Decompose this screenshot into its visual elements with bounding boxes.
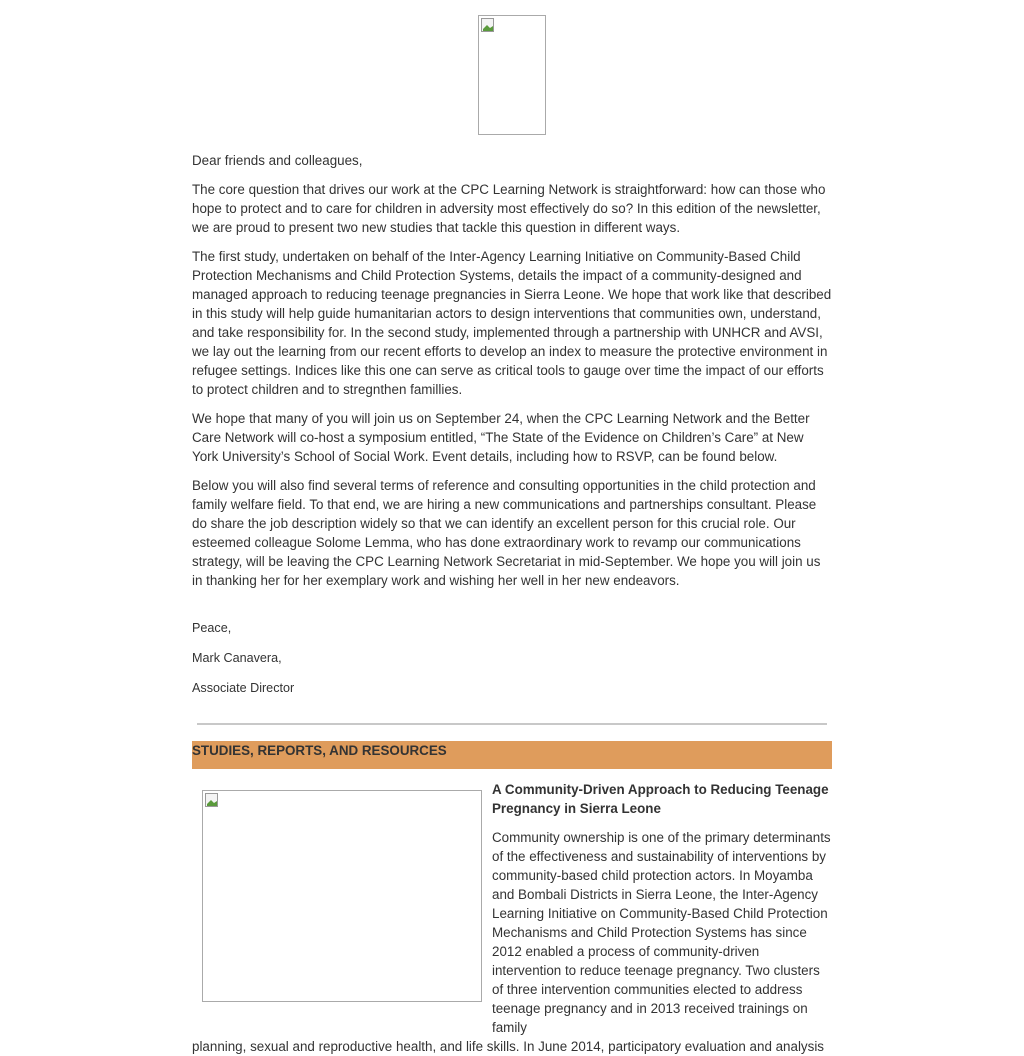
broken-image-icon bbox=[205, 793, 219, 807]
broken-image-icon bbox=[481, 18, 495, 32]
article-image-column bbox=[192, 780, 492, 1037]
closing: Peace, bbox=[192, 621, 232, 635]
letter-paragraph: The first study, undertaken on behalf of the Inter-Agency Learning Initiative on Community-Based Child Protection Mechanisms and Child Protection Systems, details the impact of a community-designed and managed approach to reducing teenage pregnancies in Sierra Leone. We hope that work like that described in this study will help guide humanitarian actors to design interventions that communities own, understand, and take responsibility for. In the second study, implemented through a partnership with UNHCR and AVSI, we lay out the learning from our recent efforts to develop an index to measure the protective environment in refugee settings. Indices like this one can serve as critical tools to gauge over time the impact of our efforts to protect children and to stregnthen famillies. bbox=[192, 249, 832, 397]
greeting: Dear friends and colleagues, bbox=[192, 153, 363, 168]
logo-image-placeholder bbox=[478, 15, 546, 135]
section-heading: STUDIES, REPORTS, AND RESOURCES bbox=[192, 743, 447, 758]
signer-name: Mark Canavera, bbox=[192, 651, 282, 665]
section-header bbox=[192, 741, 832, 769]
signer-title: Associate Director bbox=[192, 681, 295, 695]
article-image-placeholder bbox=[202, 790, 482, 1002]
letter-paragraph: We hope that many of you will join us on September 24, when the CPC Learning Network and the Better Care Network will co-host a symposium entitled, “The State of the Evidence on Children’s Care” at New York University’s School of Social Work. Event details, including how to RSVP, can be found below. bbox=[192, 411, 810, 464]
divider bbox=[197, 723, 827, 725]
newsletter bbox=[192, 0, 832, 1056]
letter-paragraph: The core question that drives our work at the CPC Learning Network is straightforward: how can those who hope to protect and to care for children in adversity most effectively do so? In this edition of the newsletter, we are proud to present two new studies that tackle this question in different ways. bbox=[192, 182, 826, 235]
letter-paragraph: Below you will also find several terms of reference and consulting opportunities in the child protection and family welfare field. To that end, we are hiring a new communications and partnerships consultant. Please do share the job description widely so that we can identify an excellent person for this crucial role. Our esteemed colleague Solome Lemma, who has done extraordinary work to revamp our communications strategy, will be leaving the CPC Learning Network Secretariat in mid-September. We hope you will join us in thanking her for her exemplary work and wishing her well in her new endeavors. bbox=[192, 478, 821, 588]
article-body: Community ownership is one of the primary determinants of the effectiveness and sustainability of interventions by community-based child protection actors. In Moyamba and Bombali Districts in Sierra Leone, the Inter-Agency Learning Initiative on Community-Based Child Protection Mechanisms and Child Protection Systems has since 2012 enabled a process of community-driven intervention to reduce teenage pregnancy. Two clusters of three intervention communities elected to address teenage pregnancy and in 2013 received trainings on family bbox=[492, 830, 831, 1035]
article-title[interactable]: A Community-Driven Approach to Reducing Teenage Pregnancy in Sierra Leone bbox=[492, 782, 829, 816]
article-body-continued: planning, sexual and reproductive health, and life skills. In June 2014, participatory evaluation and analysis bbox=[192, 1039, 824, 1054]
article-text-column bbox=[492, 780, 832, 1037]
article bbox=[192, 780, 832, 1037]
